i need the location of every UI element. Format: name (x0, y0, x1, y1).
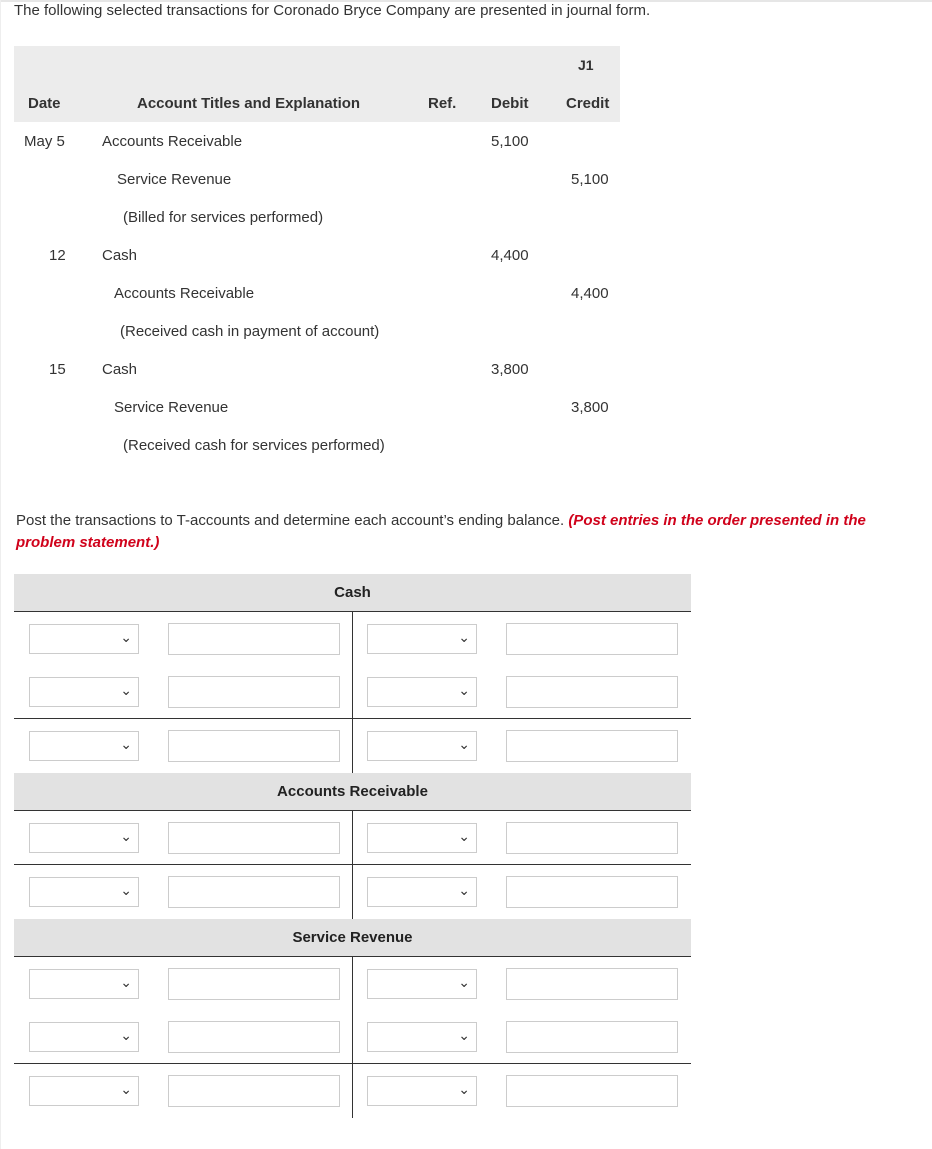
sr-row-1-debit-amount[interactable] (168, 968, 340, 1000)
row-1-date: May 5 (24, 133, 65, 150)
sr-balance-debit-amount[interactable] (168, 1075, 340, 1107)
row-1-account: Accounts Receivable (102, 133, 243, 150)
row-4-debit: 4,400 (491, 247, 529, 264)
chevron-down-icon: ⌄ (120, 1081, 132, 1097)
row-7-account: Cash (102, 361, 138, 378)
t-account-sr-balance-divider (352, 1064, 353, 1118)
cash-row-1-debit-amount[interactable] (168, 623, 340, 655)
ar-row-1-debit-date-select[interactable] (29, 823, 139, 853)
instruction-text (16, 510, 916, 554)
row-6-explanation: (Received cash in payment of account) (120, 323, 380, 340)
cash-row-1-credit-amount[interactable] (506, 623, 678, 655)
journal-id: J1 (578, 57, 594, 73)
t-account-cash-title: Cash (334, 584, 371, 601)
t-account-ar-divider (352, 811, 353, 864)
chevron-down-icon: ⌄ (120, 736, 132, 752)
row-8-account: Service Revenue (114, 399, 229, 416)
t-account-ar-balance-divider (352, 865, 353, 919)
t-account-cash-divider (352, 612, 353, 718)
sr-balance-debit-select[interactable] (29, 1076, 139, 1106)
row-4-account: Cash (102, 247, 138, 264)
cash-row-2-debit-date-select[interactable] (29, 677, 139, 707)
row-9-explanation: (Received cash for services performed) (123, 437, 385, 454)
sr-balance-credit-amount[interactable] (506, 1075, 678, 1107)
chevron-down-icon: ⌄ (120, 682, 132, 698)
sr-row-1-credit-amount[interactable] (506, 968, 678, 1000)
left-border (0, 0, 1, 1149)
header-date: Date (28, 95, 61, 112)
row-2-account: Service Revenue (117, 171, 232, 188)
cash-row-2-credit-amount[interactable] (506, 676, 678, 708)
row-5-credit: 4,400 (571, 285, 609, 302)
t-account-sr-divider (352, 957, 353, 1063)
ar-balance-debit-select[interactable] (29, 877, 139, 907)
cash-row-2-debit-amount[interactable] (168, 676, 340, 708)
t-account-cash-balance-divider (352, 719, 353, 773)
ar-row-1-credit-date-select[interactable] (367, 823, 477, 853)
sr-row-2-debit-amount[interactable] (168, 1021, 340, 1053)
cash-row-1-credit-date-select[interactable] (367, 624, 477, 654)
row-3-explanation: (Billed for services performed) (123, 209, 324, 226)
chevron-down-icon: ⌄ (120, 974, 132, 990)
ar-balance-credit-amount[interactable] (506, 876, 678, 908)
cash-balance-debit-select[interactable] (29, 731, 139, 761)
chevron-down-icon: ⌄ (458, 828, 470, 844)
sr-row-1-debit-date-select[interactable] (29, 969, 139, 999)
row-4-date: 12 (49, 247, 66, 264)
chevron-down-icon: ⌄ (120, 882, 132, 898)
chevron-down-icon: ⌄ (458, 682, 470, 698)
instruction-emphasis: (Post entries in the order presented in the problem statement.) (16, 512, 866, 551)
header-debit: Debit (491, 95, 529, 112)
chevron-down-icon: ⌄ (458, 882, 470, 898)
chevron-down-icon: ⌄ (458, 1081, 470, 1097)
t-account-sr-title: Service Revenue (292, 929, 413, 946)
instruction-main: Post the transactions to T-accounts and determine each account’s ending balance. (16, 512, 565, 529)
sr-row-2-credit-date-select[interactable] (367, 1022, 477, 1052)
t-account-sr-header (14, 919, 691, 957)
t-account-ar-header (14, 773, 691, 811)
t-account-ar-title: Accounts Receivable (277, 783, 428, 800)
row-7-date: 15 (49, 361, 66, 378)
row-5-account: Accounts Receivable (114, 285, 255, 302)
intro-text: The following selected transactions for Coronado Bryce Company are presented in journal form. (14, 2, 651, 19)
row-2-credit: 5,100 (571, 171, 609, 188)
chevron-down-icon: ⌄ (458, 974, 470, 990)
ar-row-1-credit-amount[interactable] (506, 822, 678, 854)
row-8-credit: 3,800 (571, 399, 609, 416)
row-7-debit: 3,800 (491, 361, 529, 378)
chevron-down-icon: ⌄ (458, 629, 470, 645)
row-1-debit: 5,100 (491, 133, 529, 150)
cash-row-2-credit-date-select[interactable] (367, 677, 477, 707)
cash-row-1-debit-date-select[interactable] (29, 624, 139, 654)
chevron-down-icon: ⌄ (120, 828, 132, 844)
chevron-down-icon: ⌄ (120, 1027, 132, 1043)
header-account: Account Titles and Explanation (137, 95, 361, 112)
header-credit: Credit (566, 95, 610, 112)
ar-balance-credit-select[interactable] (367, 877, 477, 907)
cash-balance-credit-amount[interactable] (506, 730, 678, 762)
sr-row-1-credit-date-select[interactable] (367, 969, 477, 999)
sr-row-2-debit-date-select[interactable] (29, 1022, 139, 1052)
cash-balance-debit-amount[interactable] (168, 730, 340, 762)
chevron-down-icon: ⌄ (458, 1027, 470, 1043)
t-account-cash-header (14, 574, 691, 612)
sr-row-2-credit-amount[interactable] (506, 1021, 678, 1053)
chevron-down-icon: ⌄ (458, 736, 470, 752)
cash-balance-credit-select[interactable] (367, 731, 477, 761)
sr-balance-credit-select[interactable] (367, 1076, 477, 1106)
chevron-down-icon: ⌄ (120, 629, 132, 645)
ar-balance-debit-amount[interactable] (168, 876, 340, 908)
ar-row-1-debit-amount[interactable] (168, 822, 340, 854)
header-ref: Ref. (428, 95, 457, 112)
